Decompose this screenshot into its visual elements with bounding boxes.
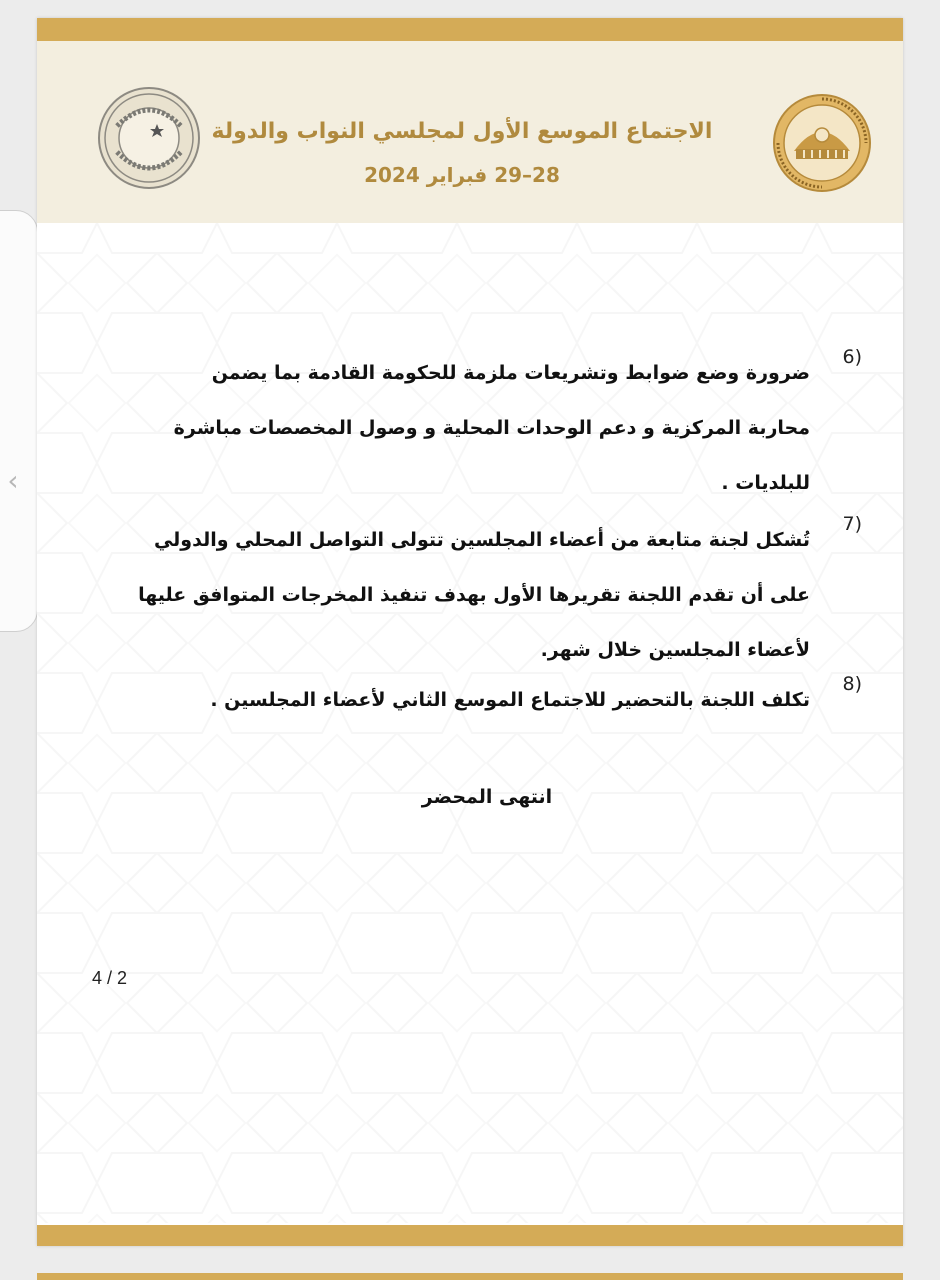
parliament-dome-seal-icon <box>772 93 872 193</box>
list-item-text <box>112 513 810 678</box>
list-item <box>112 513 862 678</box>
page-number: 4 / 2 <box>92 968 128 988</box>
bottom-gold-band <box>37 1225 903 1246</box>
next-page-edge[interactable] <box>37 1273 903 1280</box>
list-item-number: 6) <box>842 346 862 368</box>
top-gold-band <box>37 18 903 41</box>
list-item-text <box>112 673 810 728</box>
chevron-left-icon[interactable]: ‹ <box>7 464 19 497</box>
document-page <box>37 18 903 1246</box>
end-note: انتهى المحضر <box>421 786 553 808</box>
list-item-line: للبلديات . <box>721 472 810 494</box>
page-header <box>37 41 903 223</box>
list-item-line: تُشكل لجنة متابعة من أعضاء المجلسين تتولى التواصل المحلي والدولي <box>153 529 810 551</box>
list-item-number: 8) <box>842 673 862 695</box>
list-item <box>112 346 862 511</box>
list-item-line: محاربة المركزية و دعم الوحدات المحلية و وصول المخصصات مباشرة <box>173 417 810 439</box>
list-item-line: تكلف اللجنة بالتحضير للاجتماع الموسع الثاني لأعضاء المجلسين . <box>210 689 810 711</box>
list-item-line: ضرورة وضع ضوابط وتشريعات ملزمة للحكومة القادمة بما يضمن <box>211 362 810 384</box>
header-title: الاجتماع الموسع الأول لمجلسي النواب والدولة <box>211 119 713 144</box>
header-date: 28–29 فبراير 2024 <box>364 163 560 187</box>
side-panel-handle[interactable] <box>0 210 38 632</box>
list-item-number: 7) <box>842 513 862 535</box>
crescent-star-seal-icon <box>97 86 201 190</box>
list-item <box>112 673 862 728</box>
list-item-line: على أن تقدم اللجنة تقريرها الأول بهدف تنفيذ المخرجات المتوافق عليها <box>138 584 810 606</box>
list-item-line: لأعضاء المجلسين خلال شهر. <box>540 639 810 661</box>
list-item-text <box>112 346 810 511</box>
